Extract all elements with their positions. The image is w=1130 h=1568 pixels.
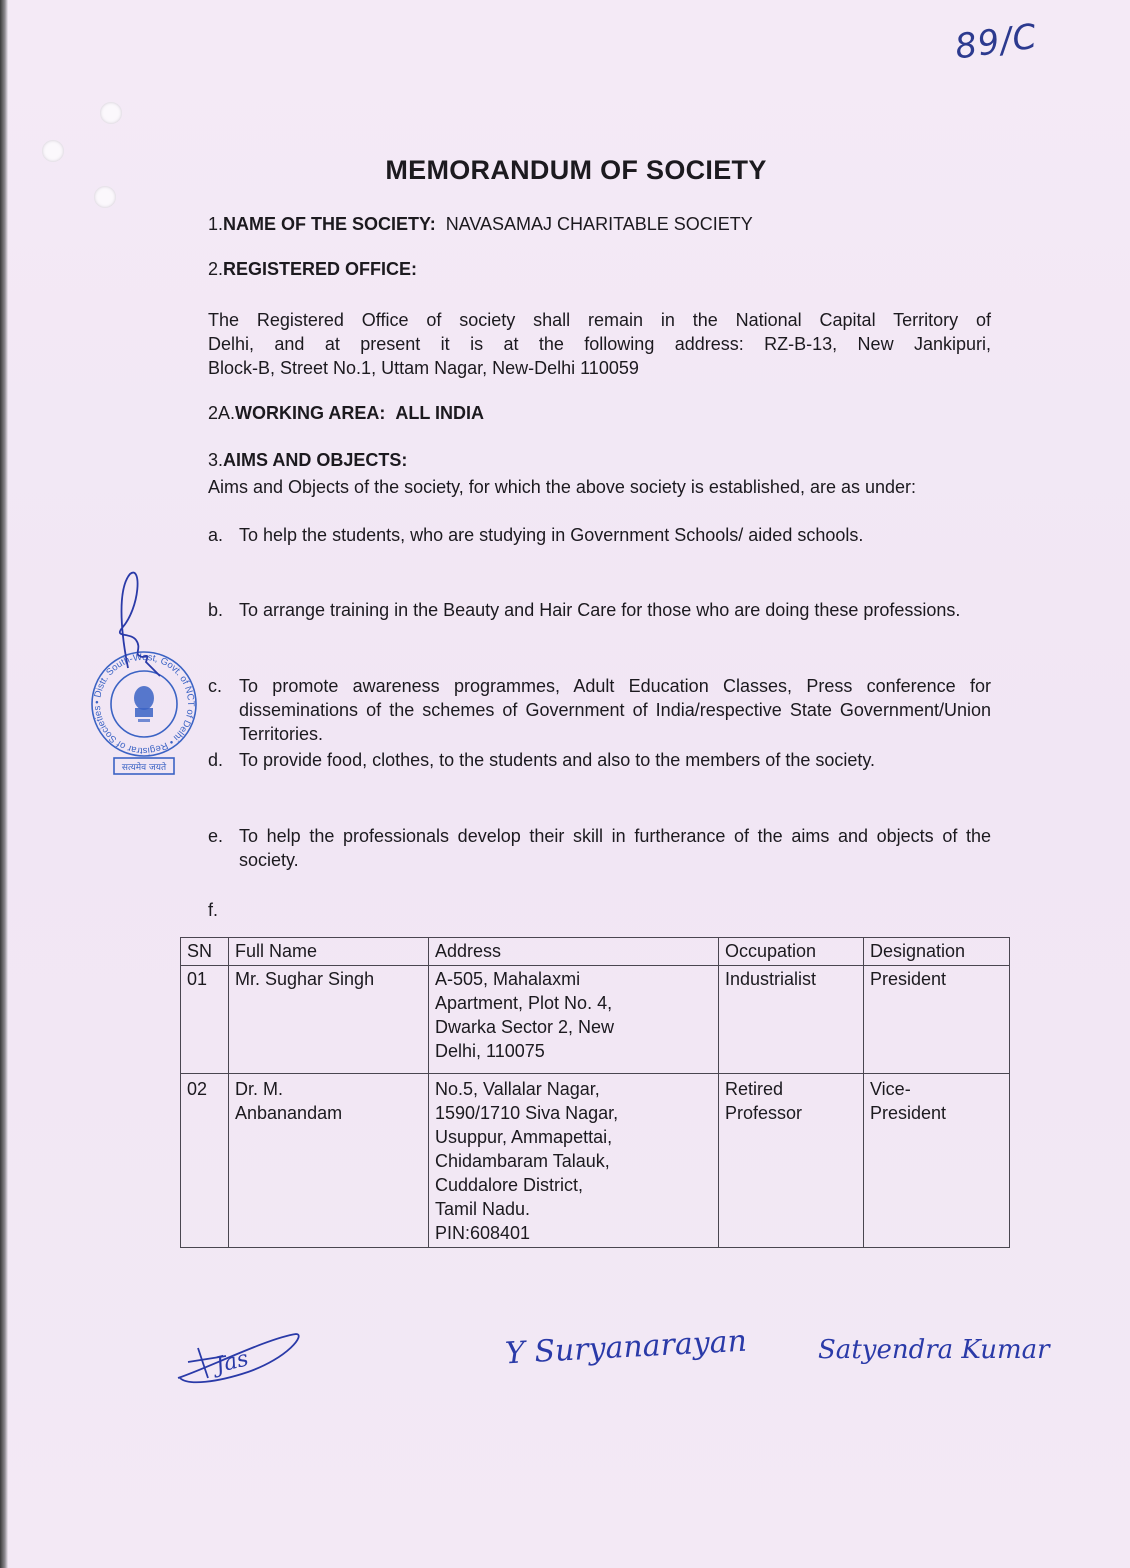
aim-letter: b. <box>208 600 224 620</box>
registered-office-text <box>208 308 991 380</box>
section-number: 2A. <box>208 403 236 423</box>
column-header-designation: Designation <box>864 938 1010 966</box>
address-line: Apartment, Plot No. 4, <box>435 993 613 1013</box>
aims-intro: Aims and Objects of the society, for which the above society is established, are as under: <box>208 477 917 497</box>
cell-occupation <box>719 1074 864 1248</box>
cell-designation: President <box>864 966 1010 1074</box>
address-line: No.5, Vallalar Nagar, <box>435 1079 600 1099</box>
section-society-name <box>208 214 753 235</box>
section-registered-office <box>208 259 417 280</box>
aim-item <box>208 824 991 872</box>
table-row <box>181 966 1010 1074</box>
members-table <box>180 937 1010 1248</box>
scan-left-edge <box>0 0 8 1568</box>
address-line: Usuppur, Ammapettai, <box>435 1127 613 1147</box>
text-line: Delhi, and at present it is at the following address: RZ-B-13, New Jankipuri, <box>208 334 991 354</box>
aim-item <box>208 523 991 547</box>
address-line: Tamil Nadu. <box>435 1199 531 1219</box>
section-working-area <box>208 403 484 424</box>
table-header-row <box>181 938 1010 966</box>
punch-hole <box>94 186 116 208</box>
section-aims-heading <box>208 450 407 471</box>
signature-3: Satyendra Kumar <box>818 1335 1050 1365</box>
name-line: Dr. M. <box>235 1079 283 1099</box>
column-header-sn: SN <box>181 938 229 966</box>
aim-text: To help the professionals develop their skill in furtherance of the aims and objects of the society. <box>239 826 991 870</box>
address-line: Dwarka Sector 2, New <box>435 1017 615 1037</box>
section-number: 3. <box>208 450 224 470</box>
aim-letter: e. <box>208 826 224 846</box>
section-label: WORKING AREA: <box>235 403 386 423</box>
signature-1-text: Jas <box>212 1346 252 1379</box>
address-line: PIN:608401 <box>435 1223 531 1243</box>
aim-text: To provide food, clothes, to the students and also to the members of the society. <box>239 750 876 770</box>
aim-item <box>208 598 991 622</box>
registrar-signature <box>100 568 200 678</box>
emblem-icon <box>134 686 154 722</box>
cell-address <box>429 1074 719 1248</box>
text-line: The Registered Office of society shall remain in the National Capital Territory of <box>208 310 991 330</box>
section-label: REGISTERED OFFICE: <box>223 259 418 279</box>
column-header-address: Address <box>429 938 719 966</box>
section-number: 2. <box>208 259 224 279</box>
cell-address <box>429 966 719 1074</box>
cell-sn: 02 <box>181 1074 229 1248</box>
cell-occupation: Industrialist <box>719 966 864 1074</box>
aim-item <box>208 674 991 746</box>
section-label: AIMS AND OBJECTS: <box>223 450 408 470</box>
column-header-full-name: Full Name <box>229 938 429 966</box>
address-line: Cuddalore District, <box>435 1175 584 1195</box>
document-title: MEMORANDUM OF SOCIETY <box>385 155 767 185</box>
aim-letter: f. <box>208 900 219 920</box>
address-line: 1590/1710 Siva Nagar, <box>435 1103 619 1123</box>
cell-full-name <box>229 1074 429 1248</box>
column-header-occupation: Occupation <box>719 938 864 966</box>
aim-text: To promote awareness programmes, Adult Education Classes, Press conference for disseminations of the schemes of Government of India/respective State Government/Union Territories. <box>239 676 991 744</box>
aim-text: To help the students, who are studying in Government Schools/ aided schools. <box>239 525 864 545</box>
aim-letter: c. <box>208 676 223 696</box>
address-line: A-505, Mahalaxmi <box>435 969 581 989</box>
page-number-annotation: 89/C <box>952 16 1040 68</box>
working-area-value: ALL INDIA <box>395 403 485 423</box>
aim-text: To arrange training in the Beauty and Hair Care for those who are doing these professions. <box>239 600 961 620</box>
punch-hole <box>100 102 122 124</box>
name-line: Anbanandam <box>235 1103 343 1123</box>
designation-line: President <box>870 1103 947 1123</box>
section-label: NAME OF THE SOCIETY: <box>223 214 436 234</box>
stamp-ring-text: • Distt. South-West, Govt. of NCT of Delhi • Registrar of Societies <box>91 651 197 757</box>
table-row <box>181 1074 1010 1248</box>
address-line: Delhi, 110075 <box>435 1041 545 1061</box>
aim-letter: d. <box>208 750 224 770</box>
designation-line: Vice- <box>870 1079 911 1099</box>
aim-letter: a. <box>208 525 224 545</box>
address-line: Chidambaram Talauk, <box>435 1151 610 1171</box>
signature-1 <box>168 1328 308 1388</box>
cell-designation <box>864 1074 1010 1248</box>
cell-sn: 01 <box>181 966 229 1074</box>
cell-full-name: Mr. Sughar Singh <box>229 966 429 1074</box>
stamp-motto: सत्यमेव जयते <box>121 763 167 773</box>
society-name: NAVASAMAJ CHARITABLE SOCIETY <box>445 214 753 234</box>
text-line: Block-B, Street No.1, Uttam Nagar, New-Delhi 110059 <box>208 358 639 378</box>
signature-2: Y Suryanarayan <box>504 1323 748 1372</box>
occupation-line: Retired <box>725 1079 784 1099</box>
section-number: 1. <box>208 214 224 234</box>
aim-item <box>208 748 991 772</box>
occupation-line: Professor <box>725 1103 803 1123</box>
